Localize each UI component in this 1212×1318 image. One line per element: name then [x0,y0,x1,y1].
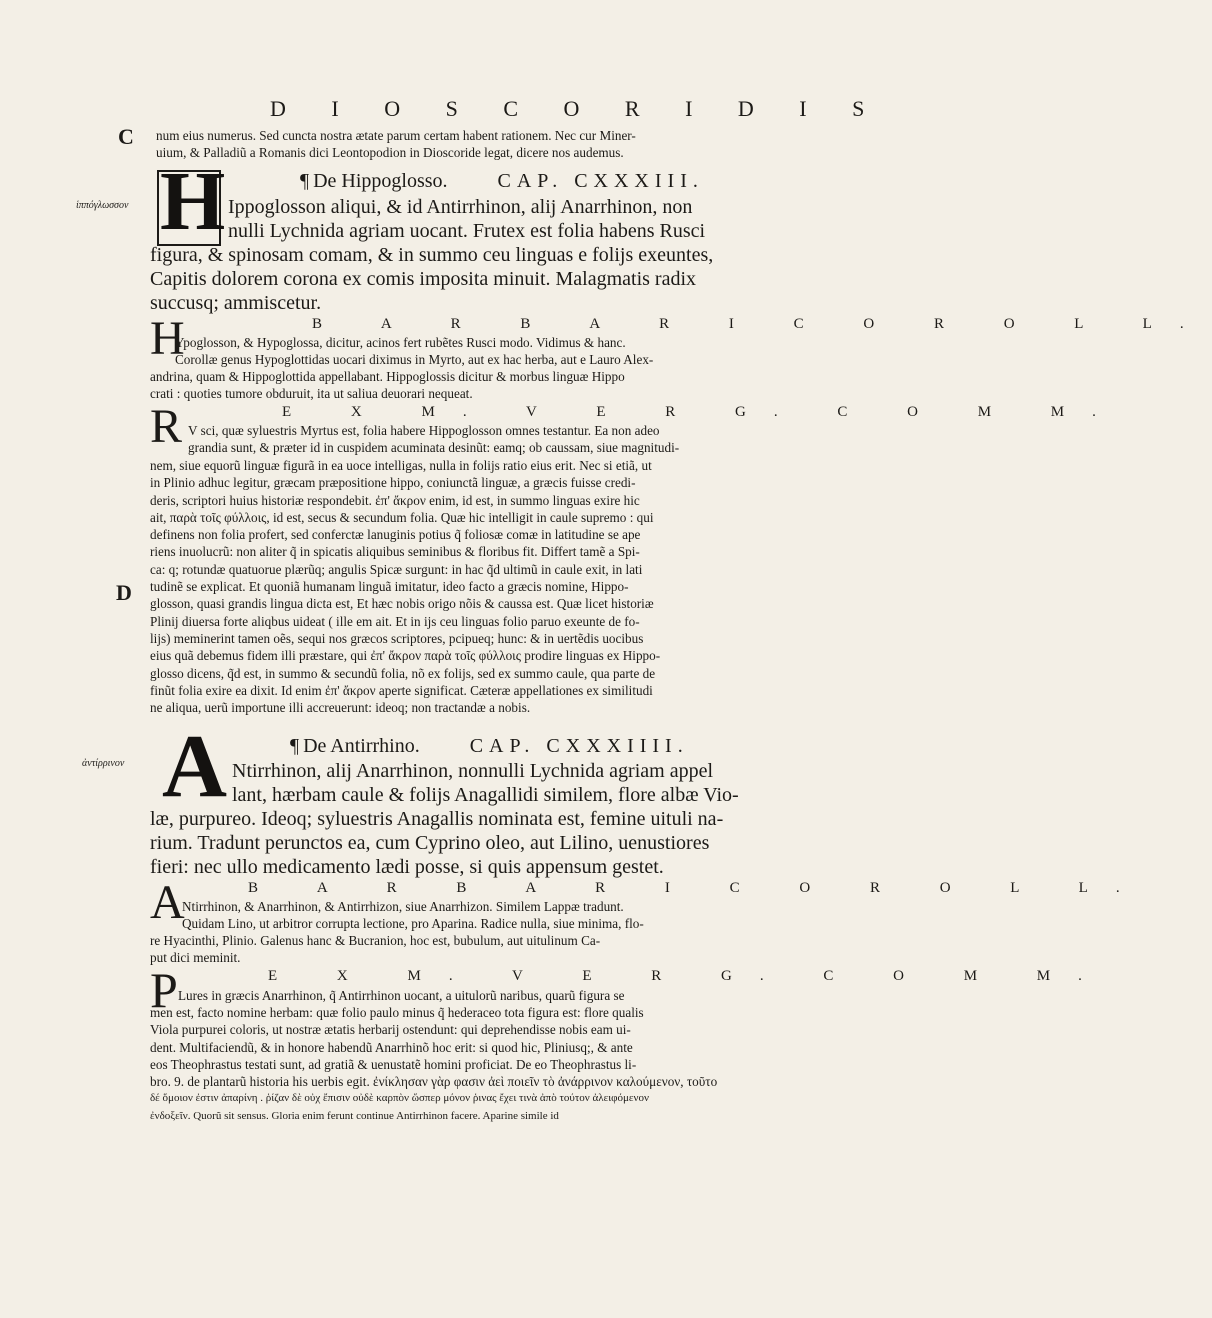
text-line: fieri: nec ullo medicamento lædi posse, si quis appensum gestet. [150,856,664,878]
text-line: Ippoglosson aliqui, & id Antirrhinon, alij Anarrhinon, non [228,196,693,218]
pilcrow-icon: ¶ [300,170,310,192]
text-line: ne aliqua, uerũ importune illi accreuerunt: ideoq; non tractandæ a nobis. [150,700,531,716]
initial-a: A [150,876,185,929]
chapter-heading-antirrhino [290,735,689,758]
text-line: tudinẽ se explicat. Et quoniã humanam linguã imitatur, ideo facto a græcis nomine, Hippo- [150,579,629,595]
chapter-number: CAP. CXXXIII. [497,170,704,192]
verg2-text-cont [150,1004,778,1125]
text-line: grandia sunt, & præter id in cuspidem acuminata desinũt: eamq; ob caussam, siue magnitudi- [188,440,680,456]
pilcrow-icon: ¶ [290,735,300,757]
margin-greek-antirrhinon: ἀντίρρινον [82,758,125,769]
text-line: Quidam Lino, ut arbitror corrupta lectione, pro Aparina. Radice nulla, siue minima, flo- [182,916,644,932]
hippoglosso-text [150,243,778,315]
verg1-text-cont [150,457,778,716]
verg2-text [178,987,780,1004]
verg1-text [188,422,780,457]
text-line: Corollæ genus Hypoglottidas uocari diximus in Myrto, aut ex hac herba, aut e Lauro Alex- [175,352,654,368]
text-line: ait, παρὰ τοῖς φύλλοις, id est, secus & secundum folia. Quæ hic intelligit in caule supremo : qui [150,509,654,525]
text-line: nem, siue equorũ linguæ figurã in ea uoce intelligas, nulla in folijs ratio eius erit. Nec si etiã, ut [150,458,652,473]
section-title-verg: E X M. V E R G. C O M M. [268,968,1110,984]
text-line: Capitis dolorem corona ex comis imposita minuit. Malagmatis radix [150,268,697,290]
text-line: figura, & spinosam comam, & in summo ceu linguas e folijs exeuntes, [150,244,714,266]
text-line: succusq; ammiscetur. [150,292,322,314]
text-line: nulli Lychnida agriam uocant. Frutex est folia habens Rusci [228,220,706,242]
text-line: V sci, quæ syluestris Myrtus est, folia habere Hippoglosson omnes testantur. Ea non adeo [188,423,660,438]
text-line: ca: q; rotundæ quatuorue plærũq; angulis Spicæ surgunt: in hac q̃d ultimũ in caule exit, in lati [150,561,643,577]
margin-greek-hippoglosson: ἱππόγλωσσον [76,200,129,211]
initial-h: H [150,312,185,365]
text-line: Ntirrhinon, alij Anarrhinon, nonnulli Lychnida agriam appel [232,760,714,782]
hippoglosso-text-indented [228,195,780,243]
text-line: lant, hærbam caule & folijs Anagallidi similem, flore albæ Vio- [232,784,739,806]
text-line: dent. Multifaciendũ, & in honore habendũ Anarrhinõ hoc erit: si quod hic, Pliniusq;, & ante [150,1039,633,1055]
section-title-barbari: B A R B A R I C O R O L L. [312,316,1212,332]
barbari1-text-cont [150,368,778,403]
barbari2-text-cont [150,932,778,967]
initial-r: R [150,400,183,453]
text-line: glosso dicens, q̃d est, in summo & secundũ folia, nõ ex folijs, sed ex summo caule, qua parte de [150,665,656,681]
text-line: Ypoglosson, & Hypoglossa, dicitur, acinos fert rubẽtes Rusci modo. Vidimus & hanc. [175,335,626,350]
text-line: læ, purpureo. Ideoq; syluestris Anagallis nominata est, femine uituli na- [150,808,724,830]
initial-p: P [150,962,178,1018]
decorated-initial-h: H [160,155,226,248]
text-line: riens inuolucrũ: non aliter q̃ in spicatis aliquibus seminibus & floribus fit. Differt tamẽ a Spi- [150,544,640,560]
text-line-greek: ἐνδοξεῖν. Quorũ sit sensus. Gloria enim ferunt continue Antirrhinon facere. Aparine simile id [150,1109,559,1122]
text-line: re Hyacinthi, Plinio. Galenus hanc & Bucranion, hoc est, bubulum, aut uitulinum Ca- [150,933,601,948]
text-line: in Plinio adhuc legitur, græcam præpositione hippo, coniunctã linguæ, a græcis fuisse credi- [150,475,636,491]
text-line: num eius numerus. Sed cuncta nostra ætate parum certam habent rationem. Nec cur Miner- [156,128,636,143]
decorated-initial-a: A [162,717,227,816]
text-line: glosson, quasi grandis lingua dicta est, Et hæc nobis origo nõis & caussa est. Quæ licet historiæ [150,596,654,612]
text-line: Viola purpurei coloris, ut nostræ ætatis herbarij ostendunt: qui deprehendisse nobis eam ui- [150,1022,631,1038]
text-line: definens non folia profert, sed conferctæ lanuginis potius q̃ foliosæ comæ in latitudine se ape [150,527,641,543]
chapter-heading-hippoglosso [300,170,704,193]
chapter-number: CAP. CXXXIIII. [469,735,689,757]
text-line: finũt folia exire ea dixit. Id enim ἐπ' ἄκρον aperte significat. Cæteræ appellationes ex similitudi [150,682,653,698]
text-line: Plinij diuersa forte aliqbus uideat ( ille em ait. Et in ijs ceu linguas folio paruo exeunte de fo- [150,613,640,629]
section-title-verg: E X M. V E R G. C O M M. [282,404,1124,420]
text-line: put dici meminit. [150,950,241,966]
margin-letter-c: C [118,124,134,149]
text-line: eius quã debemus fidem illi præstare, qui ἐπ' ἄκρον παρὰ τοῖς φύλλοις prodire linguas ex Hippo- [150,648,661,664]
text-line: crati : quoties tumore obduruit, ita ut saliua deuorari nequeat. [150,386,473,402]
text-line: men est, facto nomine herbam: quæ folio paulo minus q̃ hederaceo tota figura est: flore qualis [150,1005,644,1020]
running-head: D I O S C O R I D I S [270,96,885,121]
intro-text [150,127,778,162]
antirrhino-text [150,807,778,879]
text-line: deris, scriptori huius historiæ respondebit. ἐπ' ἄκρον enim, id est, in summo linguas exire hic [150,492,640,508]
barbari1-text [175,334,780,369]
text-line: eos Theophrastus testati sunt, ad gratiã & uenustatẽ homini proficiat. De eo Theophrastus li- [150,1056,637,1072]
text-line: Lures in græcis Anarrhinon, q̃ Antirrhinon uocant, a uitulorũ naribus, quarũ figura se [178,988,625,1003]
text-line: uium, & Palladiũ a Romanis dici Leontopodion in Dioscoride legat, dicere nos audemus. [156,145,624,161]
text-line-greek: δέ ὅμοιον ἐστιν ἀπαρίνη . ῥίζαν δὲ οὐχ ἔπισιν οὐδὲ καρπὸν ὥσπερ μόνον ῥινας ἔχει τινὰ ἀπὸ τούτον ἀλειφόμενον [150,1092,649,1105]
chapter-title: De Hippoglosso. [313,170,448,192]
chapter-title: De Antirrhino. [303,735,420,757]
text-line: bro. 9. de plantarũ historia his uerbis egit. ἐνίκλησαν γὰρ φασιν ἀεὶ ποιεῖν τὸ ἀνάρρινον καλούμενον, τοῦτο [150,1074,718,1090]
antirrhino-text-indented [232,759,780,807]
barbari2-text [182,898,780,933]
text-line: andrina, quam & Hippoglottida appellabant. Hippoglossis dicitur & morbus linguæ Hippo [150,369,625,384]
text-line: Ntirrhinon, & Anarrhinon, & Antirrhizon, siue Anarrhizon. Similem Lappæ tradunt. [182,899,624,914]
margin-letter-d: D [116,580,132,605]
section-title-barbari: B A R B A R I C O R O L L. [248,880,1148,896]
text-line: lijs) meminerint tamen oẽs, sequi nos græcos scriptores, pcipueq; hunc: & in uertẽdis uocibus [150,630,644,646]
text-line: rium. Tradunt perunctos ea, cum Cyprino oleo, aut Lilino, uenustiores [150,832,710,854]
